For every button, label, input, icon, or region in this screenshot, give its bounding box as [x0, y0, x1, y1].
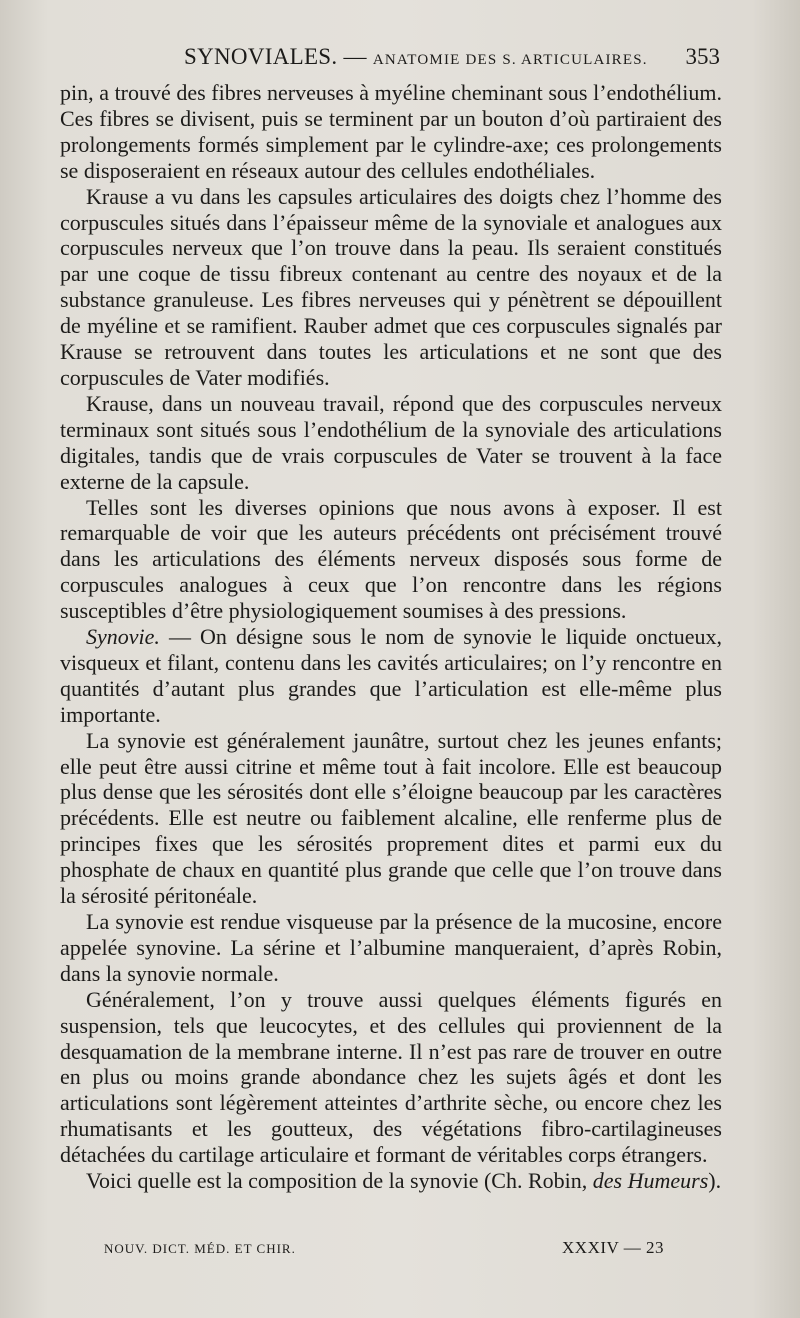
paragraph-4 — [60, 495, 722, 625]
page-footer — [104, 1238, 664, 1265]
paragraph-tail: ). — [708, 1168, 722, 1194]
paragraph-text: Généralement, l’on y trouve aussi quelques éléments figurés en suspension, tels que leucocytes, et des cellules qui proviennent de la desquamation de la membrane interne. Il n’est pas rare de trouver en outre en plus ou moins grande abondance chez les sujets âgés et dont les articulations sont légèrement atteintes d’arthrite sèche, ou encore chez les rhumatisants et les goutteux, des végétations fibro-cartilagineuses détachées du cartilage articulaire et formant de véritables corps étrangers. — [60, 986, 722, 1168]
paragraph-text: La synovie est rendue visqueuse par la présence de la mucosine, encore appelée synovine. La sérine et l’albumine manqueraient, d’après Robin, dans la synovie normale. — [60, 909, 722, 986]
paragraph-8 — [60, 987, 722, 1168]
header-subtitle: ANATOMIE DES S. ARTICULAIRES. — [372, 52, 648, 68]
footer-publication: NOUV. DICT. MÉD. ET CHIR. — [104, 1241, 296, 1256]
paragraph-text: La synovie est généralement jaunâtre, surtout chez les jeunes enfants; elle peut être aussi citrine et même tout à fait incolore. Elle est beaucoup plus dense que les sérosités dont elle s’éloigne beaucoup par les caractères précédents. Elle est neutre ou faiblement alcaline, elle renferme plus de principes fixes que les sérosités proprement dites et parmi eux du phosphate de chaux en quantité plus grande que celle que l’on trouve dans la sérosité péritonéale. — [60, 727, 722, 909]
header-dash: — — [337, 44, 373, 69]
paragraph-7 — [60, 909, 722, 987]
paragraph-6 — [60, 728, 722, 909]
citation-title: des Humeurs — [592, 1168, 709, 1194]
header-title: SYNOVIALES. — [184, 44, 338, 69]
paragraph-3 — [60, 391, 722, 495]
running-title — [184, 44, 648, 70]
paragraph-text: Voici quelle est la composition de la synovie (Ch. Robin, — [86, 1168, 593, 1194]
paragraph-text: Krause, dans un nouveau travail, répond que des corpuscules nerveux terminaux sont situés sous l’endothélium de la synoviale des articulations digitales, tandis que de vrais corpuscules de Vater se trouvent à la face externe de la capsule. — [60, 390, 722, 494]
section-heading-synovie: Synovie. — [86, 624, 160, 650]
paragraph-text: — On désigne sous le nom de synovie le liquide onctueux, visqueux et filant, contenu dans les cavités articulaires; on l’y rencontre en quantités d’autant plus grandes que l’articulation est elle-même plus importante. — [60, 624, 722, 727]
paragraph-text: pin, a trouvé des fibres nerveuses à myéline cheminant sous l’endothélium. Ces fibres se divisent, puis se terminent par un bouton d’où partiraient des prolongements formés simplement par le cylindre-axe; ces prolongements se disposeraient en réseaux autour des cellules endothéliales. — [60, 80, 722, 183]
paragraph-2 — [60, 184, 722, 391]
page-number: 353 — [685, 44, 720, 69]
paragraph-text: Telles sont les diverses opinions que nous avons à exposer. Il est remarquable de voir que les auteurs précédents ont précisément trouvé dans les articulations des éléments nerveux disposés sous forme de corpuscules analogues à ceux que l’on rencontre dans les régions susceptibles d’être physiologiquement soumises à des pressions. — [60, 494, 722, 624]
paragraph-5 — [60, 624, 722, 728]
paragraph-text: Krause a vu dans les capsules articulaires des doigts chez l’homme des corpuscules situés dans l’épaisseur même de la synoviale et analogues aux corpuscules nerveux que l’on trouve dans la peau. Ils seraient constitués par une coque de tissu fibreux contenant au centre des noyaux et de la substance granuleuse. Les fibres nerveuses qui y pénètrent se dépouillent de myéline et se ramifient. Rauber admet que ces corpuscules signalés par Krause se retrouvent dans toutes les articulations et ne sont que des corpuscules de Vater modifiés. — [60, 183, 722, 390]
paragraph-9 — [60, 1168, 722, 1194]
footer-signature: XXXIV — 23 — [562, 1238, 664, 1257]
paragraph-1 — [60, 80, 722, 184]
body-text — [60, 80, 722, 1194]
running-header — [60, 44, 720, 74]
